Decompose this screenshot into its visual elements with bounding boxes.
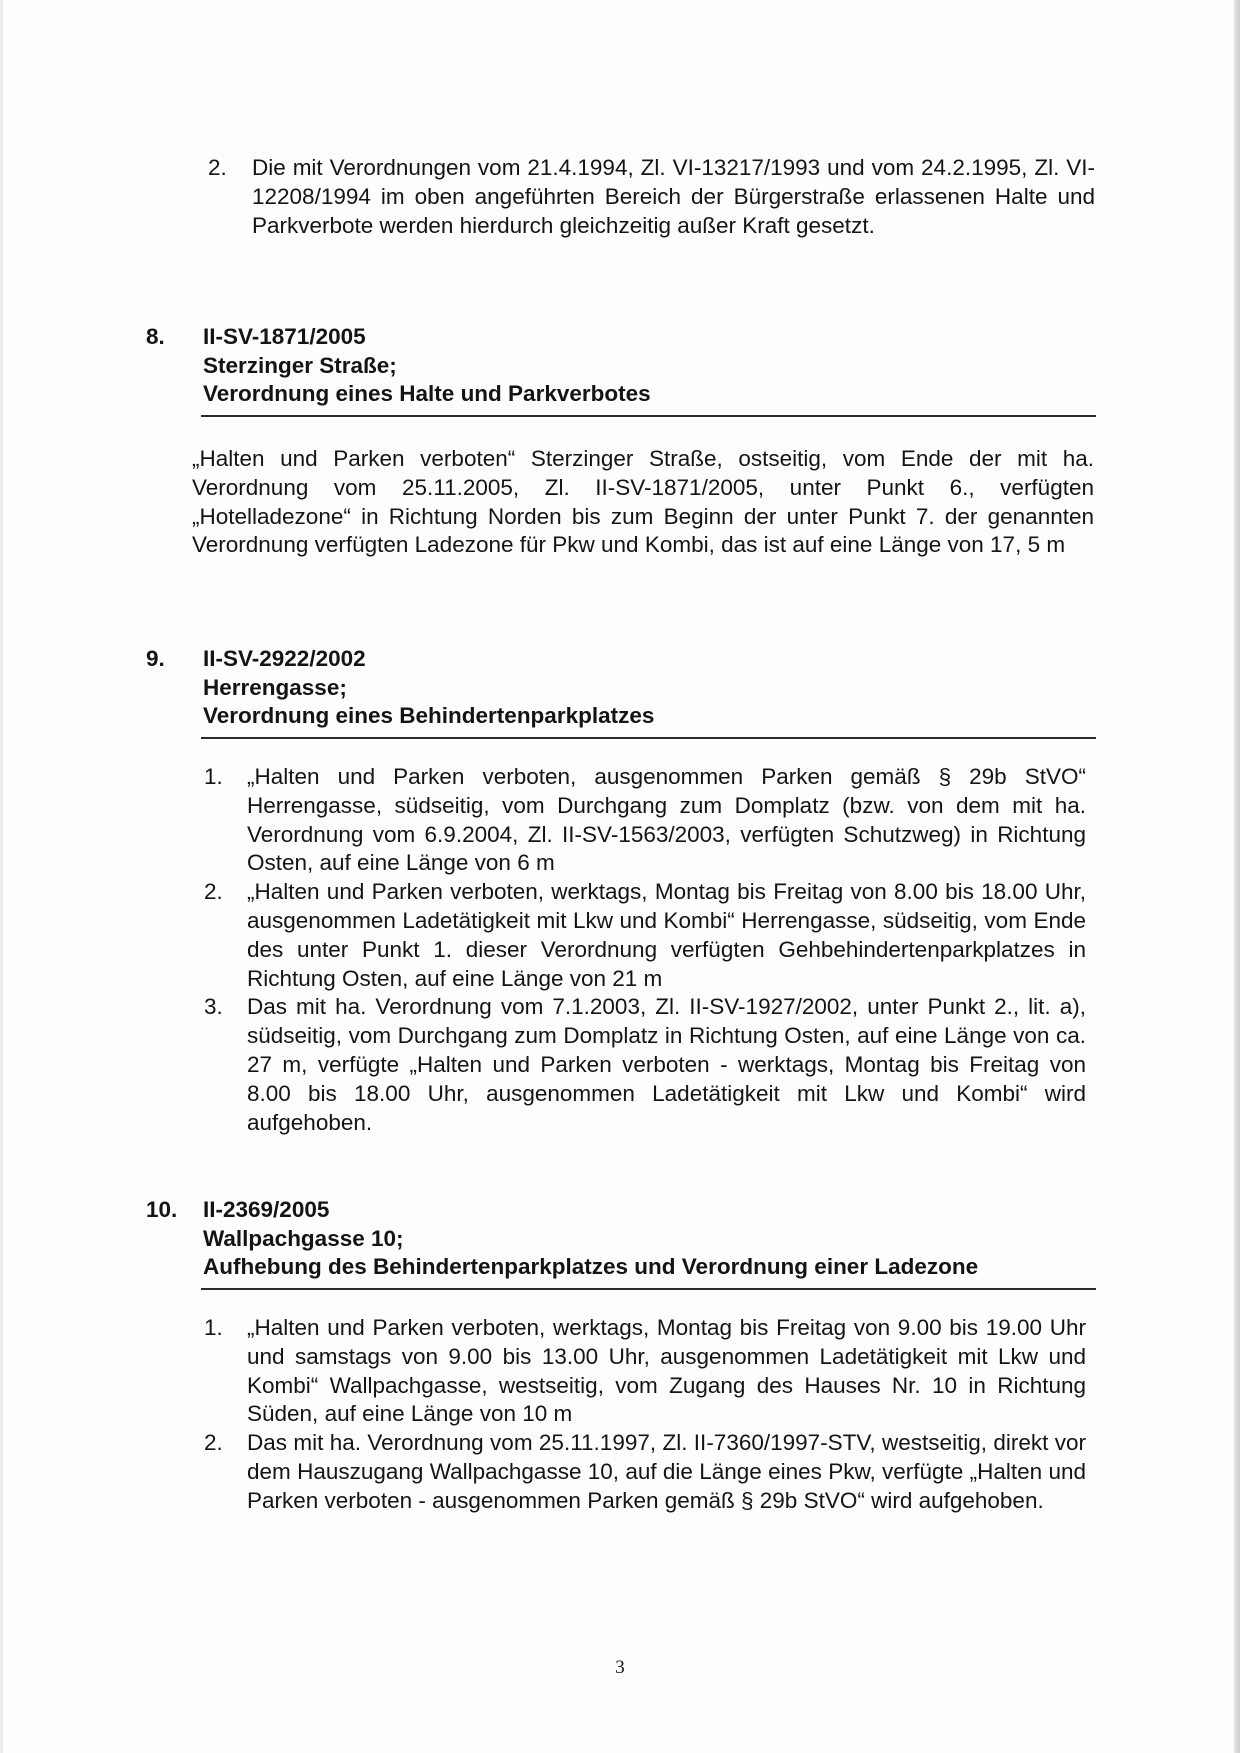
list-item-text: Die mit Verordnungen vom 21.4.1994, Zl. VI-13217/1993 und vom 24.2.1995, Zl. VI-12208/1994 im oben angeführten Bereich der Bürgerstraße erlassenen Halte und Parkverbote werden hierdurch gleichzeitig außer Kraft gesetzt.: [252, 155, 1095, 238]
list-item: [0, 878, 1086, 993]
section-heading: [0, 323, 1240, 409]
section-heading: [0, 1196, 1240, 1282]
section-10: [0, 1196, 1240, 1513]
section-code: II-2369/2005: [203, 1197, 330, 1222]
list-item-text: „Halten und Parken verboten, ausgenommen Parken gemäß § 29b StVO“ Herrengasse, südseitig, vom Durchgang zum Domplatz (bzw. von dem mit ha. Verordnung vom 6.9.2004, Zl. II-SV-1563/2003, verfügten Schutzweg) in Richtung Osten, auf eine Länge von 6 m: [247, 764, 1086, 876]
list-item-text: Das mit ha. Verordnung vom 7.1.2003, Zl. II-SV-1927/2002, unter Punkt 2., lit. a), südseitig, vom Durchgang zum Domplatz in Richtung Osten, auf eine Länge von ca. 27 m, verfügte „Halten und Parken verboten - werktags, Montag bis Freitag von 8.00 bis 18.00 Uhr, ausgenommen Ladetätigkeit mit Lkw und Kombi“ wird aufgehoben.: [247, 994, 1086, 1135]
section-underline: [201, 415, 1096, 417]
section-underline: [201, 737, 1096, 739]
section-heading: [0, 645, 1240, 731]
list-item-number: 2.: [204, 1430, 223, 1456]
section-street: Herrengasse;: [203, 674, 347, 700]
list-item: [0, 993, 1086, 1137]
list-item-text: Das mit ha. Verordnung vom 25.11.1997, Zl. II-7360/1997-STV, westseitig, direkt vor dem Hauszugang Wallpachgasse 10, auf die Länge eines Pkw, verfügte „Halten und Parken verboten - ausgenommen Parken gemäß § 29b StVO“ wird aufgehoben.: [247, 1430, 1086, 1513]
list-item-number: 1.: [204, 1315, 223, 1340]
list-item-text: „Halten und Parken verboten, werktags, Montag bis Freitag von 9.00 bis 19.00 Uhr und samstags von 9.00 bis 13.00 Uhr, ausgenommen Ladetätigkeit mit Lkw und Kombi“ Wallpachgasse, westseitig, vom Zugang des Hauses Nr. 10 in Richtung Süden, auf eine Länge von 10 m: [247, 1315, 1086, 1427]
list-item-number: 3.: [204, 994, 223, 1020]
section-list: [0, 763, 1086, 1137]
list-item: [0, 1429, 1086, 1515]
section-title: Verordnung eines Behindertenparkplatzes: [203, 703, 655, 728]
page-number: 3: [615, 1657, 625, 1678]
list-item-number: 2.: [208, 155, 227, 180]
section-street: Sterzinger Straße;: [203, 352, 397, 378]
list-item: [0, 154, 1240, 240]
intro-list: [0, 154, 1240, 240]
section-number: 8.: [146, 324, 165, 349]
section-8: [0, 323, 1240, 558]
section-number: 9.: [146, 646, 165, 671]
section-street: Wallpachgasse 10;: [203, 1225, 404, 1251]
list-item: [0, 1314, 1086, 1429]
section-list: [0, 1314, 1086, 1516]
section-paragraph: „Halten und Parken verboten“ Sterzinger Straße, ostseitig, vom Ende der mit ha. Verordnung vom 25.11.2005, Zl. II-SV-1871/2005, unter Punkt 6., verfügten „Hotelladezone“ in Richtung Norden bis zum Beginn der unter Punkt 7. der genannten Verordnung verfügten Ladezone für Pkw und Kombi, das ist auf eine Länge von 17, 5 m: [192, 446, 1094, 558]
section-title: Verordnung eines Halte und Parkverbotes: [203, 381, 651, 406]
section-number: 10.: [146, 1197, 178, 1222]
section-code: II-SV-1871/2005: [203, 324, 366, 349]
section-underline: [201, 1288, 1096, 1290]
list-item: [0, 763, 1086, 878]
section-9: [0, 645, 1240, 1135]
scan-edge-right: [1234, 0, 1240, 1753]
section-title: Aufhebung des Behindertenparkplatzes und Verordnung einer Ladezone: [203, 1254, 979, 1279]
list-item-text: „Halten und Parken verboten, werktags, Montag bis Freitag von 8.00 bis 18.00 Uhr, ausgenommen Ladetätigkeit mit Lkw und Kombi“ Herrengasse, südseitig, vom Ende des unter Punkt 1. dieser Verordnung verfügten Gehbehindertenparkplatzes in Richtung Osten, auf eine Länge von 21 m: [247, 879, 1086, 991]
section-code: II-SV-2922/2002: [203, 646, 366, 671]
list-item-number: 1.: [204, 764, 223, 789]
intro-continuation: [0, 154, 1240, 240]
list-item-number: 2.: [204, 879, 223, 905]
